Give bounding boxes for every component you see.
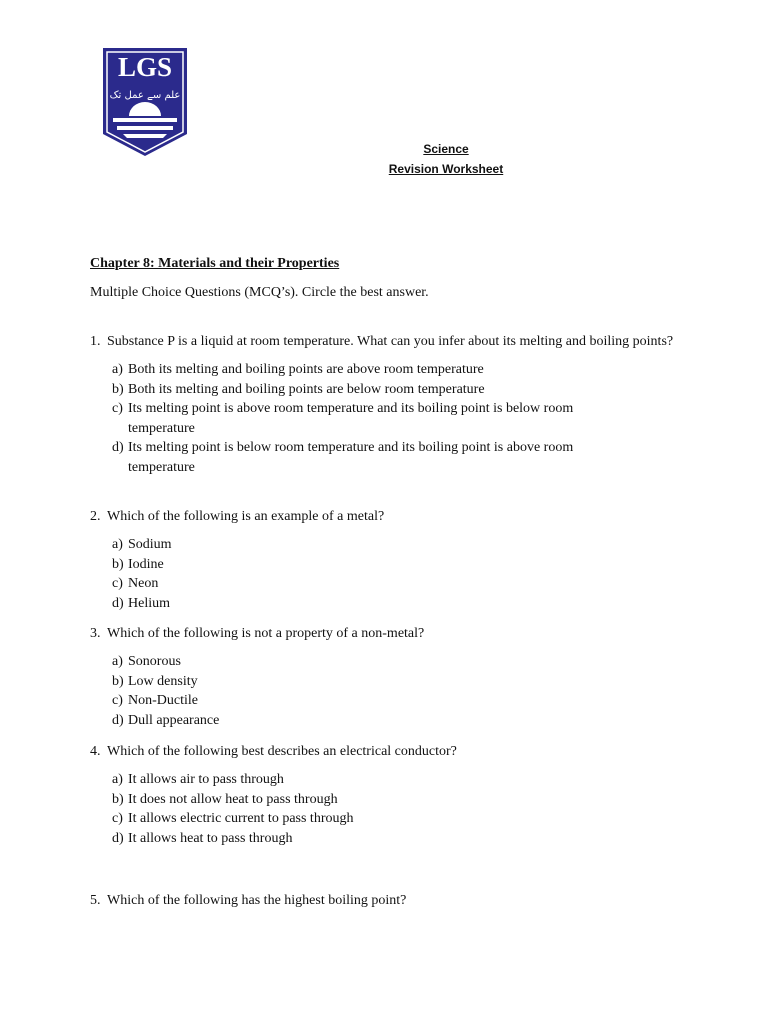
options-list	[112, 360, 690, 477]
question-text: Which of the following best describes an electrical conductor?	[107, 744, 457, 759]
option-letter: c)	[112, 693, 123, 708]
question-number: 4.	[90, 744, 101, 759]
option-d[interactable]	[112, 594, 690, 614]
option-text: Its melting point is below room temperature and its boiling point is above room temperature	[128, 440, 574, 475]
question-text: Substance P is a liquid at room temperature. What can you infer about its melting and boiling points?	[107, 334, 674, 349]
option-b[interactable]	[112, 672, 690, 692]
question-text: Which of the following has the highest boiling point?	[107, 893, 407, 908]
option-letter: d)	[112, 830, 124, 846]
option-text: Its melting point is above room temperature and its boiling point is below room temperature	[128, 401, 574, 436]
option-letter: b)	[112, 381, 124, 397]
question-text: Which of the following is not a property of a non-metal?	[107, 626, 425, 641]
option-b[interactable]	[112, 555, 690, 575]
option-c[interactable]	[112, 574, 690, 594]
option-text: Dull appearance	[128, 712, 220, 728]
option-text: Neon	[128, 576, 159, 591]
question-1	[90, 332, 690, 477]
option-letter: c)	[112, 811, 123, 826]
option-letter: b)	[112, 556, 124, 572]
worksheet-heading	[340, 139, 552, 179]
option-d[interactable]	[112, 438, 690, 477]
question-number: 3.	[90, 626, 101, 641]
option-letter: a)	[112, 772, 123, 787]
option-a[interactable]	[112, 770, 690, 790]
option-text: Both its melting and boiling points are below room temperature	[128, 381, 485, 397]
option-text: It allows electric current to pass through	[128, 811, 354, 826]
option-c[interactable]	[112, 399, 690, 438]
option-letter: a)	[112, 654, 123, 669]
options-list	[112, 770, 690, 848]
option-text: It does not allow heat to pass through	[128, 791, 338, 807]
instructions: Multiple Choice Questions (MCQ’s). Circle the best answer.	[90, 285, 429, 300]
question-2	[90, 507, 690, 613]
option-a[interactable]	[112, 535, 690, 555]
options-list	[112, 652, 690, 730]
option-d[interactable]	[112, 711, 690, 731]
option-letter: b)	[112, 673, 124, 689]
question-5	[90, 891, 690, 910]
option-b[interactable]	[112, 790, 690, 810]
school-crest-icon	[101, 46, 189, 158]
option-letter: c)	[112, 401, 123, 416]
option-text: Sonorous	[128, 654, 181, 669]
option-a[interactable]	[112, 652, 690, 672]
option-letter: d)	[112, 440, 124, 455]
option-letter: a)	[112, 362, 123, 377]
logo-text: LGS	[117, 52, 173, 82]
option-text: Sodium	[128, 537, 172, 552]
option-text: It allows air to pass through	[128, 772, 284, 787]
option-c[interactable]	[112, 691, 690, 711]
option-letter: c)	[112, 576, 123, 591]
question-number: 5.	[90, 893, 101, 908]
option-a[interactable]	[112, 360, 690, 380]
question-4	[90, 742, 690, 848]
chapter-title: Chapter 8: Materials and their Properties	[90, 256, 340, 271]
option-letter: d)	[112, 712, 124, 728]
option-text: Low density	[128, 673, 198, 689]
subject-title: Science	[423, 142, 469, 156]
option-letter: a)	[112, 537, 123, 552]
question-number: 1.	[90, 334, 101, 349]
option-text: It allows heat to pass through	[128, 830, 293, 846]
options-list	[112, 535, 690, 613]
option-c[interactable]	[112, 809, 690, 829]
option-letter: d)	[112, 595, 124, 611]
logo-urdu-motto: علم سے عمل تک	[109, 90, 181, 101]
option-d[interactable]	[112, 829, 690, 849]
option-text: Helium	[128, 595, 170, 611]
option-text: Both its melting and boiling points are above room temperature	[128, 362, 484, 377]
school-logo	[101, 46, 189, 158]
worksheet-title: Revision Worksheet	[388, 162, 504, 176]
option-b[interactable]	[112, 380, 690, 400]
option-text: Non-Ductile	[128, 693, 198, 708]
question-number: 2.	[90, 509, 101, 524]
question-text: Which of the following is an example of a metal?	[107, 509, 385, 524]
option-letter: b)	[112, 791, 124, 807]
option-text: Iodine	[128, 556, 164, 572]
question-3	[90, 624, 690, 730]
